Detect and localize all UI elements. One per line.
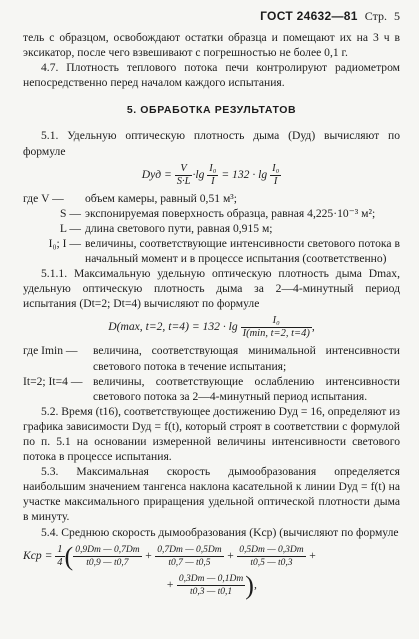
formula-constant: = 132 · lg xyxy=(188,320,238,334)
definitions-list xyxy=(23,191,400,266)
paragraph-continued: тель с образцом, освобождают остатки образца и помещают их на 3 ч в эксикатор, после чего взвешивают с погрешностью не более 0,1 г. xyxy=(23,31,400,60)
formula-5-4-line-2 xyxy=(23,570,400,600)
formula-lhs: Kср = xyxy=(23,548,56,562)
fraction-denominator: I(min, t=2, t=4) xyxy=(242,328,310,340)
paragraph-5-1: 5.1. Удельную оптическую плотность дыма (Dуд) вычисляют по формуле xyxy=(23,129,400,158)
fraction-denominator: t0,5 — t0,3 xyxy=(250,557,293,568)
paragraph-5-2: 5.2. Время (t16), соответствующее достижению Dуд = 16, определяют из графика зависимости Dуд = f(t), который строят в соответствии с формулой по п. 5.1 на основании измеренной величины интенсивности светового потока в процессе испытания. xyxy=(23,404,400,464)
fraction-i0-over-i xyxy=(207,163,218,188)
fraction-term-3 xyxy=(237,544,305,569)
definition-symbol: I₀; I — xyxy=(48,236,81,250)
document-body xyxy=(23,30,400,600)
definition-row xyxy=(23,374,400,404)
fraction-denominator: 4 xyxy=(57,556,63,568)
definition-symbol: где Imin — xyxy=(23,344,78,358)
paragraph-5-3: 5.3. Максимальная скорость дымообразования определяется наибольшим значением тангенса наклона касательной к линии Dуд = f(t) на участке максимального приращения удельной оптической плотности дыма в минуту. xyxy=(23,465,400,524)
definition-text: экспонируемая поверхность образца, равная 4,225·10⁻³ м²; xyxy=(85,206,376,220)
definition-symbol: L — xyxy=(59,221,81,235)
fraction-numerator: V xyxy=(175,163,193,176)
fraction-i0-over-i-2 xyxy=(270,163,281,188)
right-parenthesis: ) xyxy=(245,570,254,600)
definition-row xyxy=(23,221,400,236)
definition-symbol: где V — xyxy=(23,191,64,205)
plus-sign: + xyxy=(166,577,177,591)
fraction-numerator: 1 xyxy=(57,543,63,555)
fraction-denominator: I xyxy=(273,175,278,187)
definition-symbol: S — xyxy=(60,206,81,220)
definition-row xyxy=(23,343,400,373)
fraction-denominator: t0,9 — t0,7 xyxy=(86,557,129,568)
fraction-numerator: I₀ xyxy=(209,162,217,174)
formula-5-1 xyxy=(23,163,400,188)
section-title: 5. ОБРАБОТКА РЕЗУЛЬТАТОВ xyxy=(126,104,297,117)
left-parenthesis: ( xyxy=(64,541,74,571)
page-header xyxy=(260,9,400,24)
definition-text: объем камеры, равный 0,51 м³; xyxy=(85,191,237,205)
fraction-denominator: S·L xyxy=(176,175,191,187)
plus-sign: + xyxy=(305,548,317,562)
fraction-denominator: t0,7 — t0,5 xyxy=(168,557,211,568)
fraction-v-over-sl xyxy=(175,163,193,188)
fraction-term-4 xyxy=(177,573,245,598)
standard-number: ГОСТ 24632—81 xyxy=(260,9,358,23)
definition-text: длина светового пути, равная 0,915 м; xyxy=(85,221,273,235)
formula-5-1-1 xyxy=(23,315,400,340)
fraction-numerator: I₀ xyxy=(241,315,312,328)
definition-row xyxy=(23,236,400,266)
formula-lhs: Dуд xyxy=(141,167,162,181)
definition-text: величина, соответствующая минимальной интенсивности светового потока в течение испытания; xyxy=(93,344,400,373)
definition-row xyxy=(23,191,400,206)
fraction-term-1 xyxy=(73,544,141,569)
log-operator: ·lg xyxy=(192,167,205,181)
paragraph-5-4: 5.4. Среднюю скорость дымообразования (Kср) (вычисляют по формуле xyxy=(41,525,399,539)
fraction-denominator: t0,3 — t0,1 xyxy=(189,586,233,597)
definition-text: величины, соответствующие ослаблению интенсивности светового потока за 2—4-минутный период испытания. xyxy=(93,374,400,403)
page-word: Стр. xyxy=(364,9,387,23)
fraction-quarter xyxy=(55,544,64,569)
fraction-denominator: I xyxy=(211,175,215,187)
formula-comma: , xyxy=(311,320,315,334)
plus-sign: + xyxy=(223,548,238,562)
definitions-list-2 xyxy=(23,343,400,403)
definition-symbol: It=2; It=4 — xyxy=(23,374,83,388)
formula-comma: , xyxy=(253,577,257,591)
plus-sign: + xyxy=(141,548,156,562)
fraction-numerator: 0,3Dm — 0,1Dm xyxy=(178,573,244,584)
paragraph-5-1-1: 5.1.1. Максимальную удельную оптическую плотность дыма Dmax, удельную оптическую плотность дыма за 2—4-минутный период испытания (Dt=2; Dt=4) вычисляют по формуле xyxy=(23,267,400,311)
formula-constant: = 132 · lg xyxy=(218,167,268,181)
fraction-i0-over-imin xyxy=(241,315,312,340)
fraction-numerator: 0,5Dm — 0,3Dm xyxy=(239,544,304,555)
formula-lhs: D(max, t=2, t=4) xyxy=(108,320,189,334)
fraction-numerator: I₀ xyxy=(272,162,280,174)
definition-text: величины, соответствующие интенсивности светового потока в начальный момент и в процессе испытания (соответственно) xyxy=(85,236,400,266)
paragraph-4-7: 4.7. Плотность теплового потока печи контролируют радиометром непосредственно перед началом каждого испытания. xyxy=(23,61,400,90)
definition-row xyxy=(23,206,400,221)
fraction-numerator: 0,9Dm — 0,7Dm xyxy=(75,544,140,555)
fraction-term-2 xyxy=(155,544,223,569)
fraction-numerator: 0,7Dm — 0,5Dm xyxy=(157,544,222,555)
equals-sign: = xyxy=(161,167,175,181)
page-number: 5 xyxy=(394,9,400,23)
formula-5-4-line-1 xyxy=(23,541,400,571)
